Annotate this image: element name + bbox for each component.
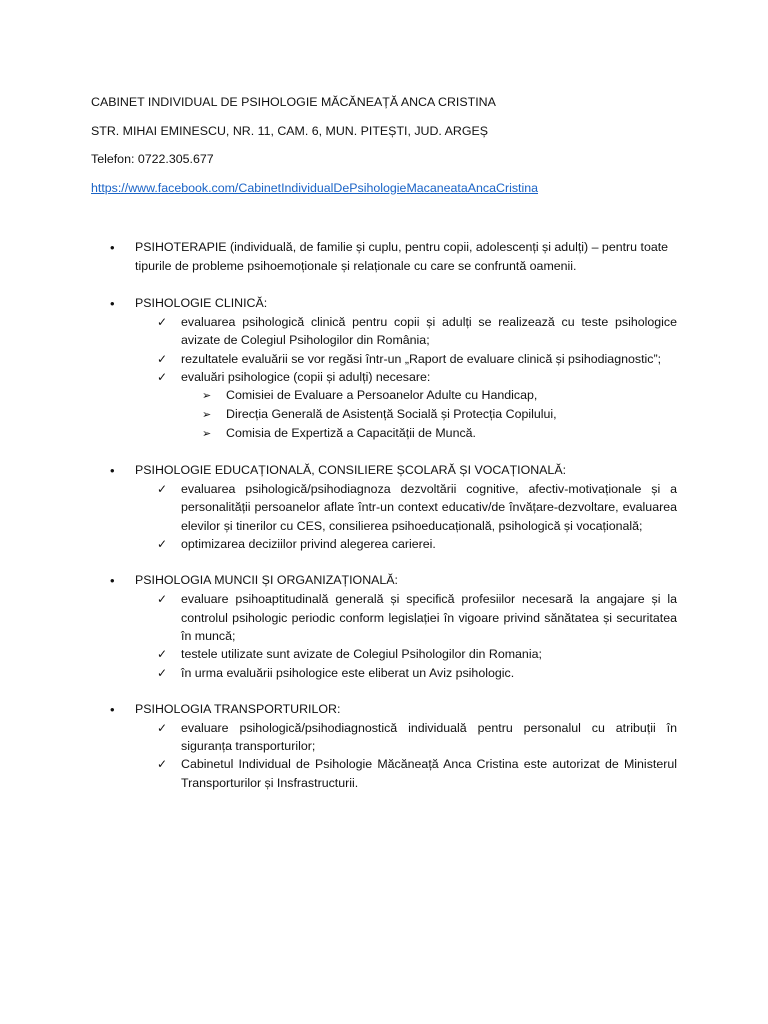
section-title [110, 700, 677, 719]
list-item [157, 350, 677, 368]
checkmark-icon: ✓ [157, 647, 168, 662]
cabinet-name: CABINET INDIVIDUAL DE PSIHOLOGIE MĂCĂNEAȚĂ ANCA CRISTINA [91, 95, 496, 109]
bullet-icon: • [110, 240, 115, 255]
checkmark-icon: ✓ [157, 351, 168, 366]
cabinet-address: STR. MIHAI EMINESCU, NR. 11, CAM. 6, MUN. PITEȘTI, JUD. ARGEȘ [91, 124, 489, 138]
list-item-text: Cabinetul Individual de Psihologie Măcăneață Anca Cristina este autorizat de Ministerul Transporturilor și Insfrastructurii. [181, 757, 677, 790]
list-item-text: evaluare psihoaptitudinală generală și specifică profesiilor necesară la angajare și la controlul psihologic periodic conform legislației în vigoare privind sănătatea și securitatea în muncă; [181, 592, 677, 643]
section-psihologie-educationala [0, 461, 768, 553]
sub-list-item [202, 405, 677, 424]
sub-list-item-text: Comisiei de Evaluare a Persoanelor Adulte cu Handicap, [226, 388, 538, 403]
checkmark-icon: ✓ [157, 720, 168, 735]
checkmark-icon: ✓ [157, 665, 168, 680]
sub-list-item [202, 424, 677, 443]
sub-list-item-text: Direcția Generală de Asistență Socială și Protecția Copilului, [226, 407, 557, 422]
checkmark-icon: ✓ [157, 369, 168, 384]
list-item [157, 480, 677, 535]
list-item-text: în urma evaluării psihologice este eliberat un Aviz psihologic. [181, 665, 515, 680]
list-item-text: evaluarea psihologică/psihodiagnoza dezvoltării cognitive, afectiv-motivaționale și a personalității persoanelor aflate într-un context educativ/de învățare-dezvoltare, evaluarea elevilor și tinerilor cu CES, consilierea psihoeducațională, psihologică și vocațională; [181, 482, 677, 533]
list-item [157, 313, 677, 350]
list-item-text: evaluare psihologică/psihodiagnostică individuală pentru personalul cu atribuții în siguranța transporturilor; [181, 720, 677, 754]
section-psihoterapie [0, 238, 768, 276]
bullet-icon: • [110, 573, 115, 589]
list-item-text: evaluarea psihologică clinică pentru copii și adulți se realizează cu teste psihologice avizate de Colegiul Psihologilor din România; [181, 315, 677, 348]
section-psihologia-muncii [0, 571, 768, 681]
list-item-text: evaluări psihologice (copii și adulți) necesare: [181, 369, 431, 384]
list-item [157, 368, 677, 386]
checkmark-icon: ✓ [157, 592, 168, 607]
arrow-bullet-icon: ➢ [202, 408, 212, 422]
list-item [157, 535, 677, 553]
arrow-bullet-icon: ➢ [202, 427, 212, 441]
checkmark-icon: ✓ [157, 315, 168, 329]
section-title-text: PSIHOLOGIE CLINICĂ: [135, 296, 268, 310]
bullet-icon: • [110, 463, 115, 479]
section-title [110, 461, 677, 480]
arrow-bullet-icon: ➢ [202, 389, 212, 403]
section-title [110, 571, 677, 590]
list-item [157, 755, 677, 792]
section-psihologia-transporturilor [0, 700, 768, 792]
section-title-text: PSIHOLOGIA MUNCII ȘI ORGANIZAȚIONALĂ: [135, 573, 399, 588]
section-psihologie-clinica [0, 294, 768, 443]
section-title-text: PSIHOTERAPIE (individuală, de familie și cuplu, pentru copii, adolescenți și adulți) – pentru toate tipurile de probleme psihoemoționale și relaționale cu care se confruntă oamenii. [135, 240, 669, 273]
sub-list-item [202, 386, 677, 405]
bullet-icon: • [110, 701, 115, 717]
list-item [157, 645, 677, 663]
cabinet-phone: Telefon: 0722.305.677 [91, 152, 214, 166]
checkmark-icon: ✓ [157, 757, 168, 772]
list-item-text: optimizarea deciziilor privind alegerea carierei. [181, 537, 436, 552]
section-title-text: PSIHOLOGIE EDUCAȚIONALĂ, CONSILIERE ȘCOLARĂ ȘI VOCAȚIONALĂ: [135, 463, 567, 478]
facebook-link[interactable]: https://www.facebook.com/CabinetIndividualDePsihologieMacaneataAncaCristina [91, 181, 538, 195]
checkmark-icon: ✓ [157, 482, 168, 497]
bullet-icon: • [110, 296, 115, 311]
list-item [157, 664, 677, 682]
services-list [0, 238, 768, 810]
list-item [157, 719, 677, 756]
sub-list-item-text: Comisia de Expertiză a Capacității de Muncă. [226, 426, 476, 441]
list-item-text: testele utilizate sunt avizate de Colegiul Psihologilor din Romania; [181, 647, 542, 662]
list-item [157, 590, 677, 645]
checkmark-icon: ✓ [157, 537, 168, 552]
section-title-text: PSIHOLOGIA TRANSPORTURILOR: [135, 701, 341, 716]
section-title [110, 238, 677, 276]
section-title [110, 294, 677, 313]
list-item-text: rezultatele evaluării se vor regăsi într-un „Raport de evaluare clinică și psihodiagnostic”; [181, 351, 662, 366]
